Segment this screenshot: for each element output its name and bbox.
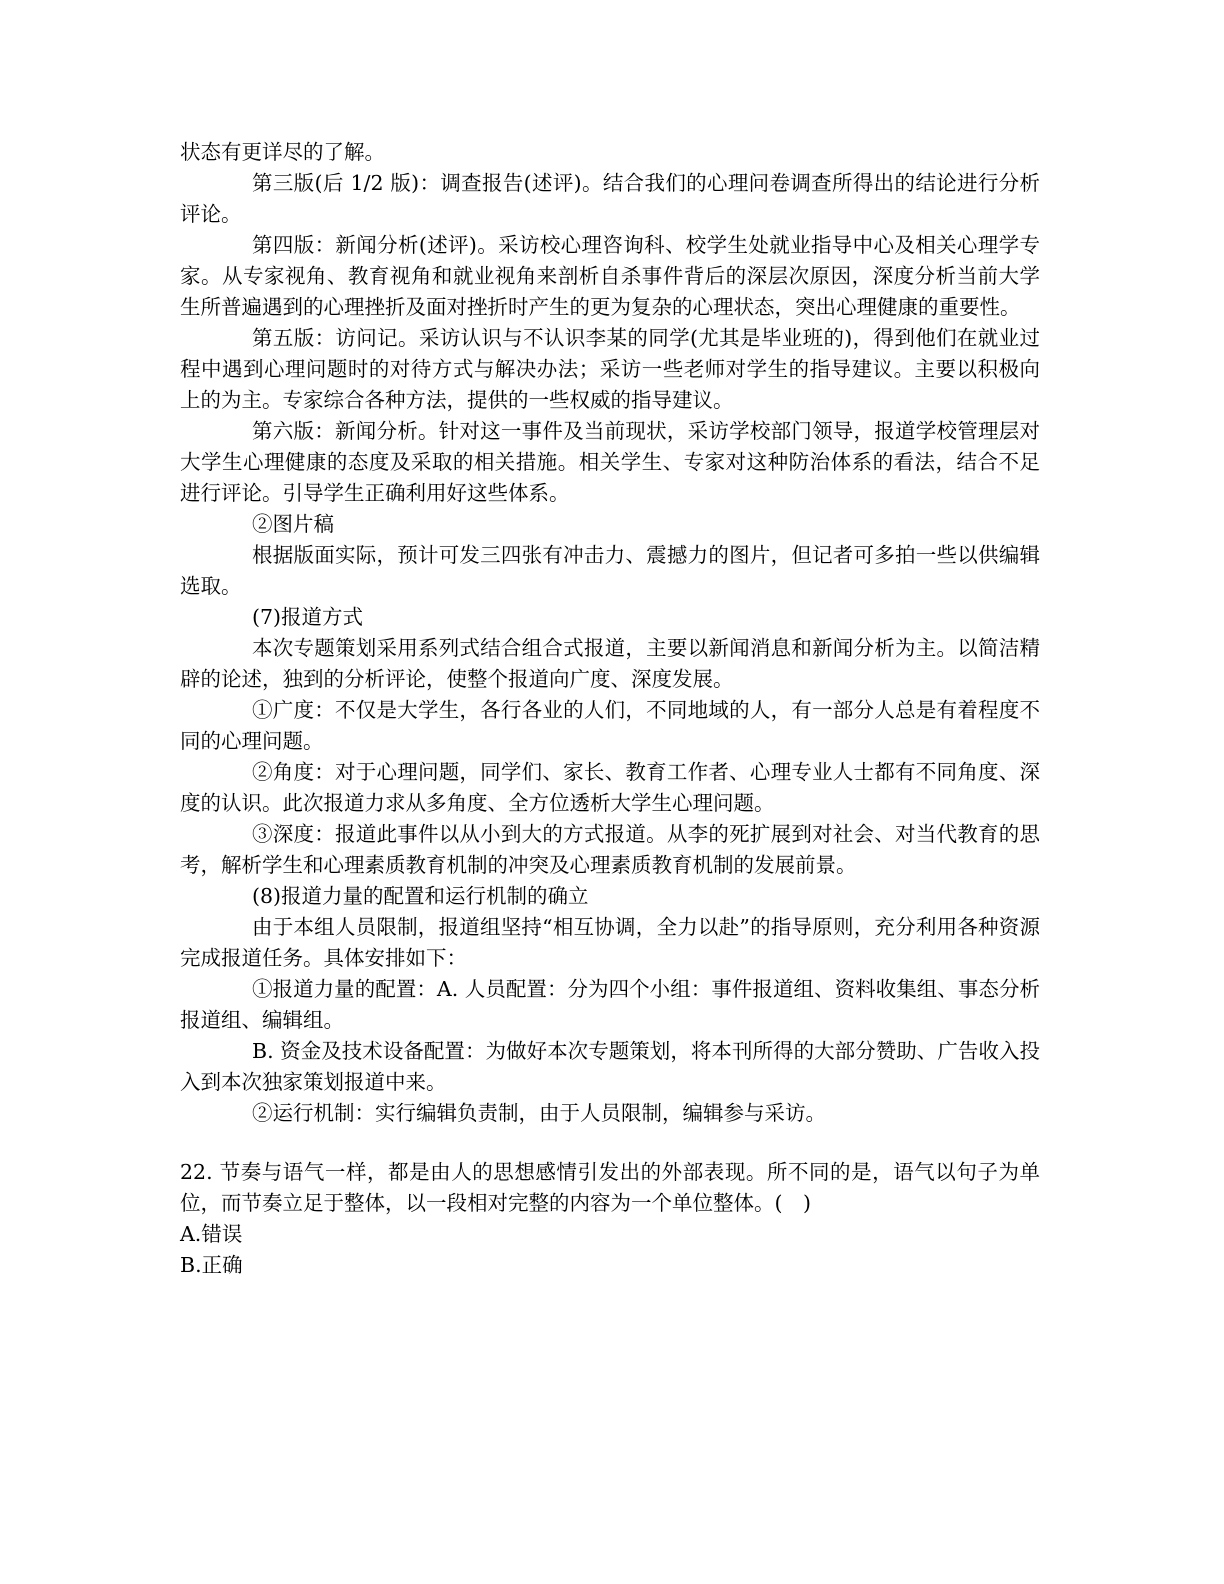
paragraph: 第四版：新闻分析(述评)。采访校心理咨询科、校学生处就业指导中心及相关心理学专家。从专家视角、教育视角和就业视角来剖析自杀事件背后的深层次原因，深度分析当前大学生所普遍遇到的心理挫折及面对挫折时产生的更为复杂的心理状态，突出心理健康的重要性。 xyxy=(180,233,1040,319)
section-heading: (7)报道方式 xyxy=(252,605,364,629)
question-stem: 22. 节奏与语气一样，都是由人的思想感情引发出的外部表现。所不同的是，语气以句子为单位，而节奏立足于整体，以一段相对完整的内容为一个单位整体。( ) xyxy=(180,1160,1040,1215)
paragraph: ②图片稿 xyxy=(252,512,334,536)
paragraph: 由于本组人员限制，报道组坚持“相互协调，全力以赴”的指导原则，充分利用各种资源完成报道任务。具体安排如下： xyxy=(180,915,1040,970)
paragraph: 第五版：访问记。采访认识与不认识李某的同学(尤其是毕业班的)，得到他们在就业过程中遇到心理问题时的对待方式与解决办法；采访一些老师对学生的指导建议。主要以积极向上的为主。专家综合各种方法，提供的一些权威的指导建议。 xyxy=(180,326,1040,412)
paragraph: ②运行机制：实行编辑负责制，由于人员限制，编辑参与采访。 xyxy=(252,1101,826,1125)
paragraph: B. 资金及技术设备配置：为做好本次专题策划，将本刊所得的大部分赞助、广告收入投入到本次独家策划报道中来。 xyxy=(180,1039,1040,1094)
question-option-b: B.正确 xyxy=(180,1253,243,1277)
document-page xyxy=(180,137,1040,1281)
paragraph: 第六版：新闻分析。针对这一事件及当前现状，采访学校部门领导，报道学校管理层对大学生心理健康的态度及采取的相关措施。相关学生、专家对这种防治体系的看法，结合不足进行评论。引导学生正确利用好这些体系。 xyxy=(180,419,1040,505)
paragraph: 根据版面实际，预计可发三四张有冲击力、震撼力的图片，但记者可多拍一些以供编辑选取。 xyxy=(180,543,1040,598)
paragraph: 本次专题策划采用系列式结合组合式报道，主要以新闻消息和新闻分析为主。以简洁精辟的论述，独到的分析评论，使整个报道向广度、深度发展。 xyxy=(180,636,1040,691)
paragraph: ②角度：对于心理问题，同学们、家长、教育工作者、心理专业人士都有不同角度、深度的认识。此次报道力求从多角度、全方位透析大学生心理问题。 xyxy=(180,760,1040,815)
paragraph: ①广度：不仅是大学生，各行各业的人们，不同地域的人，有一部分人总是有着程度不同的心理问题。 xyxy=(180,698,1040,753)
paragraph: ①报道力量的配置：A. 人员配置：分为四个小组：事件报道组、资料收集组、事态分析报道组、编辑组。 xyxy=(180,977,1040,1032)
paragraph: ③深度：报道此事件以从小到大的方式报道。从李的死扩展到对社会、对当代教育的思考，解析学生和心理素质教育机制的冲突及心理素质教育机制的发展前景。 xyxy=(180,822,1040,877)
section-heading: (8)报道力量的配置和运行机制的确立 xyxy=(252,884,589,908)
paragraph: 第三版(后 1/2 版)：调查报告(述评)。结合我们的心理问卷调查所得出的结论进行分析评论。 xyxy=(180,171,1040,226)
question-option-a: A.错误 xyxy=(180,1222,243,1246)
spacer xyxy=(180,1129,1040,1157)
paragraph: 状态有更详尽的了解。 xyxy=(180,140,385,164)
